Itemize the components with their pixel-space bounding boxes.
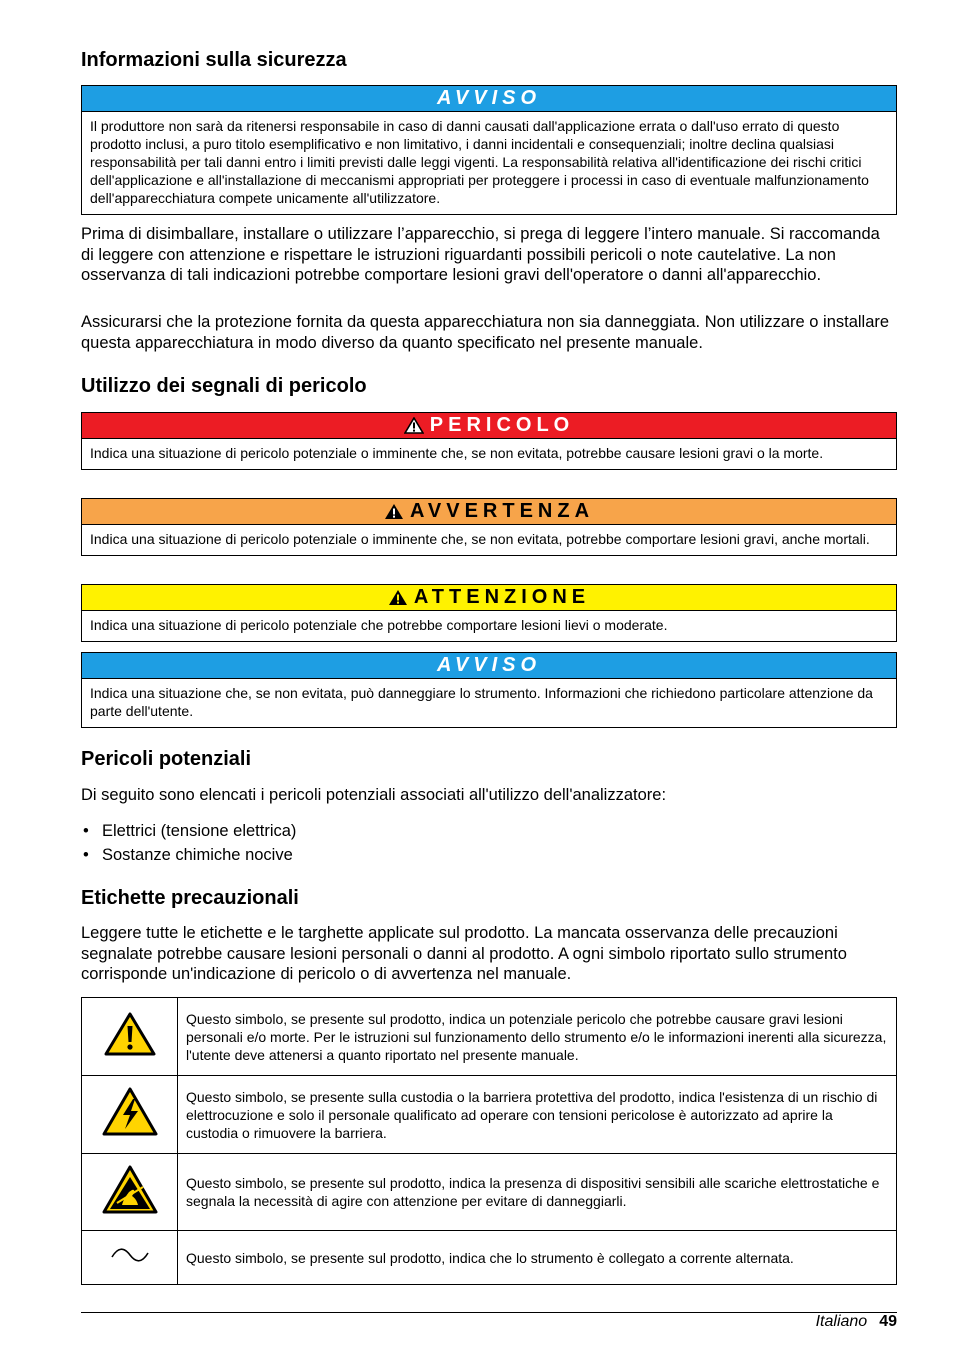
danger-text: Indica una situazione di pericolo potenziale o imminente che, se non evitata, potrebbe causare lesioni gravi o la morte. (90, 445, 824, 461)
symbol-cell (82, 1231, 178, 1285)
notice-header: AVVISO (82, 653, 896, 679)
list-item: • Elettrici (tensione elettrica) (81, 819, 296, 843)
paragraph-protection: Assicurarsi che la protezione fornita da questa apparecchiatura non sia danneggiata. Non utilizzare o installare questa apparecchiatura in modo diverso da quanto specificato nel presente manuale. (81, 313, 890, 352)
danger-box (81, 412, 897, 470)
hazards-list (81, 819, 296, 867)
symbol-description: Questo simbolo, se presente sul prodotto, indica la presenza di dispositivi sensibili alle scariche elettrostatiche e segnala la necessità di agire con attenzione per evitare di danneggiarli. (178, 1154, 897, 1231)
paragraph-labels-intro: Leggere tutte le etichette e le targhette applicate sul prodotto. La mancata osservanza delle precauzioni segnalate potrebbe causare lesioni personali o danni al prodotto. A ogni simbolo riportato sullo strumento corrisponde un'indicazione di pericolo o di avvertenza nel manuale. (81, 924, 847, 983)
warning-triangle-icon (384, 503, 404, 520)
notice-box (81, 652, 897, 728)
danger-label: PERICOLO (429, 414, 575, 436)
warning-label: AVVERTENZA (409, 500, 595, 522)
table-row (82, 998, 897, 1076)
caution-label: ATTENZIONE (413, 586, 591, 608)
warning-header (82, 499, 896, 525)
symbols-table (81, 997, 897, 1285)
alternating-current-icon (110, 1246, 150, 1264)
caution-text: Indica una situazione di pericolo potenziale che potrebbe comportare lesioni lievi o moderate. (90, 617, 668, 633)
list-item: • Sostanze chimiche nocive (81, 843, 296, 867)
warning-triangle-icon (104, 1012, 156, 1056)
warning-triangle-icon (388, 589, 408, 606)
symbol-cell (82, 998, 178, 1076)
notice-box-liability (81, 85, 897, 215)
page-footer (816, 1312, 897, 1332)
symbol-description: Questo simbolo, se presente sulla custodia o la barriera protettiva del prodotto, indica l'esistenza di un rischio di elettrocuzione e solo il personale qualificato ad operare con tensioni pericolose è autorizzato ad aprire la custodia o rimuovere la barriera. (178, 1076, 897, 1154)
esd-hazard-icon (102, 1165, 158, 1215)
heading-precautionary-labels: Etichette precauzionali (81, 887, 299, 909)
caution-box (81, 584, 897, 642)
symbol-cell (82, 1154, 178, 1231)
heading-hazard-signals: Utilizzo dei segnali di pericolo (81, 375, 367, 397)
paragraph-hazards-intro: Di seguito sono elencati i pericoli potenziali associati all'utilizzo dell'analizzatore: (81, 786, 667, 804)
symbol-cell (82, 1076, 178, 1154)
table-row (82, 1076, 897, 1154)
symbol-description: Questo simbolo, se presente sul prodotto, indica un potenziale pericolo che potrebbe causare gravi lesioni personali e/o morte. Per le istruzioni sul funzionamento dello strumento e/o le informazioni inerenti alla sicurezza, l'utente deve attenersi a quanto riportato nel presente manuale. (178, 998, 897, 1076)
danger-header (82, 413, 896, 439)
notice-text-liability: Il produttore non sarà da ritenersi responsabile in caso di danni causati dall'applicazione errata o dall'uso errato di questo prodotto inclusi, a puro titolo esemplificativo e non limitativo, i danni incidentali e consequenziali; inoltre declina qualsiasi responsabilità per tali danni entro i limiti previsti dalle leggi vigenti. La responsabilità relativa all'identificazione dei rischi critici dell'applicazione e all'installazione di meccanismi appropriati per proteggere i processi in caso di eventuale malfunzionamento dell'apparecchiatura compete unicamente all'utilizzatore. (90, 118, 869, 206)
notice-text: Indica una situazione che, se non evitata, può danneggiare lo strumento. Informazioni che richiedono particolare attenzione da parte dell'utente. (90, 685, 873, 719)
symbol-description: Questo simbolo, se presente sul prodotto, indica che lo strumento è collegato a corrente alternata. (178, 1231, 897, 1285)
warning-box (81, 498, 897, 556)
electrical-hazard-icon (102, 1087, 158, 1137)
heading-potential-hazards: Pericoli potenziali (81, 748, 252, 770)
paragraph-read-manual: Prima di disimballare, installare o utilizzare l’apparecchio, si prega di leggere l’intero manuale. Si raccomanda di leggere con attenzione e rispettare le istruzioni riguardanti possibili pericoli o note cautelative. La non osservanza di tali indicazioni potrebbe comportare lesioni gravi dell'operatore o danni all'apparecchio. (81, 225, 880, 284)
warning-triangle-icon (404, 417, 424, 434)
page-number: 49 (879, 1313, 897, 1330)
heading-safety-information: Informazioni sulla sicurezza (81, 49, 347, 71)
footer-language: Italiano (815, 1313, 868, 1330)
table-row (82, 1231, 897, 1285)
footer-divider (81, 1312, 897, 1313)
notice-header: AVVISO (82, 86, 896, 112)
warning-text: Indica una situazione di pericolo potenziale o imminente che, se non evitata, potrebbe comportare lesioni gravi, anche mortali. (90, 531, 870, 547)
table-row (82, 1154, 897, 1231)
caution-header (82, 585, 896, 611)
